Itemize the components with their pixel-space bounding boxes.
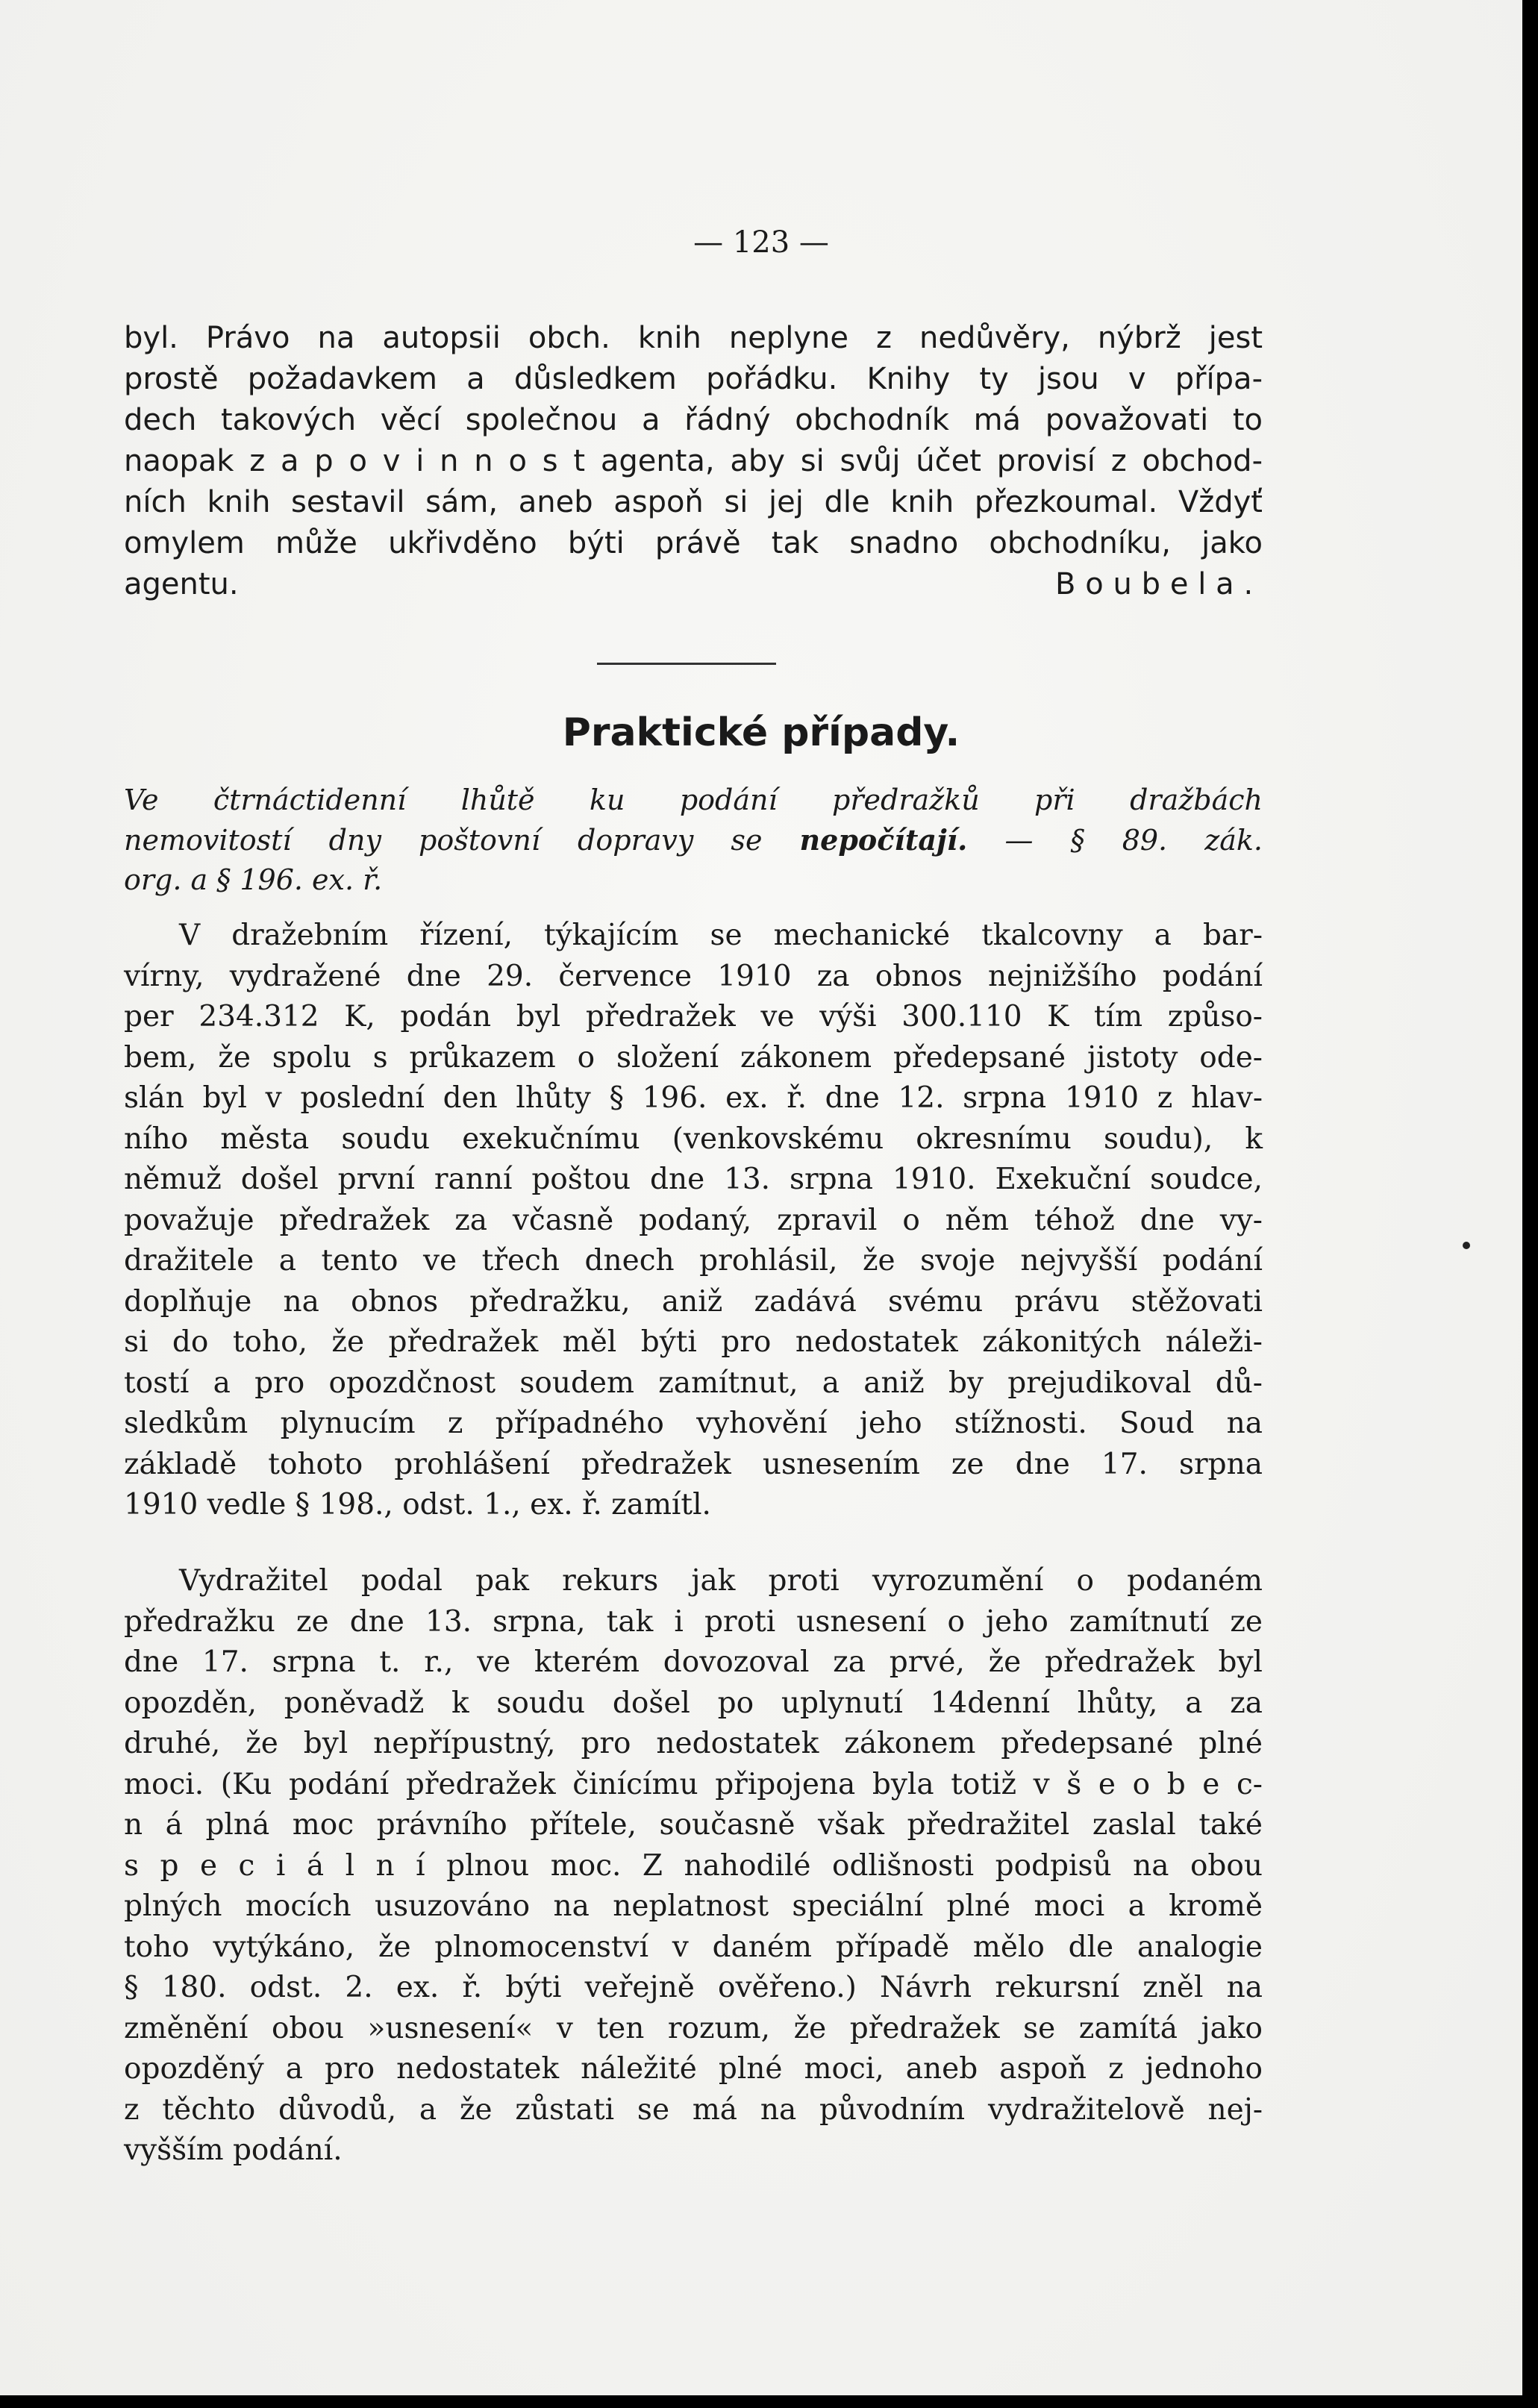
text-line: n á plná moc právního přítele, současně však předražitel zaslal také: [124, 1808, 1263, 1842]
paragraph-2: [124, 1561, 1263, 2171]
text-line: plných mocích usuzováno na neplatnost speciální plné moci a kromě: [124, 1889, 1263, 1923]
text-line: doplňuje na obnos předražku, aniž zadává svému právu stěžovati: [124, 1284, 1263, 1319]
section-title: Praktické případy.: [562, 710, 960, 755]
text-line: 1910 vedle § 198., odst. 1., ex. ř. zamítl.: [124, 1488, 711, 1522]
text-line: bem, že spolu s průkazem o složení zákonem předepsané jistoty ode-: [124, 1040, 1263, 1075]
text-line-end: agentu.: [124, 567, 239, 601]
text-line: Vydražitel podal pak rekurs jak proti vyrozumění o podaném: [179, 1564, 1263, 1598]
text-line: § 180. odst. 2. ex. ř. býti veřejně ověřeno.) Návrh rekursní zněl na: [124, 1971, 1263, 2004]
text-line: z těchto důvodů, a že zůstati se má na původním vydražitelově nej-: [124, 2092, 1263, 2127]
text-line: tostí a pro opozdčnost soudem zamítnut, a aniž by prejudikoval dů-: [124, 1366, 1263, 1400]
text-line: si do toho, že předražek měl býti pro nedostatek zákonitých náleži-: [124, 1325, 1263, 1359]
page-number: — 123 —: [693, 225, 829, 260]
summary-text: — § 89. zák.: [967, 824, 1263, 857]
text-line: toho vytýkáno, že plnomocenství v daném případě mělo dle analogie: [124, 1930, 1263, 1964]
text-line: změnění obou »usnesení« v ten rozum, že předražek se zamítá jako: [124, 2011, 1263, 2045]
section-divider: [597, 663, 776, 665]
text-line: ních knih sestavil sám, aneb aspoň si jej dle knih přezkoumal. Vždyť: [124, 485, 1263, 519]
text-line: vyšším podání.: [124, 2133, 343, 2167]
text-line: považuje předražek za včasně podaný, zpravil o něm téhož dne vy-: [124, 1203, 1263, 1237]
text-line: předražku ze dne 13. srpna, tak i proti usnesení o jeho zamítnutí ze: [124, 1604, 1263, 1639]
text-line: slán byl v poslední den lhůty § 196. ex. ř. dne 12. srpna 1910 z hlav-: [124, 1081, 1263, 1115]
text-line: dech takových věcí společnou a řádný obchodník má považovati to: [124, 403, 1263, 437]
summary-text: nemovitostí dny poštovní dopravy se: [124, 824, 800, 857]
text-line: sledkům plynucím z případného vyhovění jeho stížnosti. Soud na: [124, 1407, 1263, 1440]
case-summary: [124, 781, 1263, 900]
intro-paragraph: [124, 318, 1263, 605]
summary-line: Ve čtrnáctidenní lhůtě ku podání předražků při dražbách: [124, 784, 1263, 816]
summary-line: [124, 820, 1263, 860]
text-line: opozděn, poněvadž k soudu došel po uplynutí 14denní lhůty, a za: [124, 1686, 1263, 1720]
text-line: byl. Právo na autopsii obch. knih neplyne z nedůvěry, nýbrž jest: [124, 321, 1263, 355]
text-line: dražitele a tento ve třech dnech prohlásil, že svoje nejvyšší podání: [124, 1244, 1263, 1278]
text-line: prostě požadavkem a důsledkem pořádku. Knihy ty jsou v přípa-: [124, 362, 1263, 396]
text-line: naopak z a p o v i n n o s t agenta, aby si svůj účet provisí z obchod-: [124, 444, 1263, 478]
text-line: dne 17. srpna t. r., ve kterém dovozoval za prvé, že předražek byl: [124, 1645, 1263, 1679]
summary-line: org. a § 196. ex. ř.: [124, 863, 383, 896]
text-line: per 234.312 K, podán byl předražek ve výši 300.110 K tím způso-: [124, 1000, 1263, 1033]
author-signature: Boubela.: [1054, 567, 1263, 601]
paragraph-1: [124, 916, 1263, 1526]
text-line: omylem může ukřivděno býti právě tak snadno obchodníku, jako: [124, 526, 1263, 560]
text-line: moci. (Ku podání předražek činícímu připojena byla totiž v š e o b e c-: [124, 1767, 1263, 1801]
margin-dot-mark: [1463, 1242, 1470, 1249]
summary-emphasis: nepočítají.: [799, 823, 968, 857]
signature-line: [124, 564, 1263, 605]
text-line: ního města soudu exekučnímu (venkovskému okresnímu soudu), k: [124, 1122, 1263, 1156]
text-line: němuž došel první ranní poštou dne 13. srpna 1910. Exekuční soudce,: [124, 1163, 1263, 1196]
text-line: s p e c i á l n í plnou moc. Z nahodilé odlišnosti podpisů na obou: [124, 1848, 1263, 1883]
text-line: druhé, že byl nepřípustný, pro nedostatek zákonem předepsané plné: [124, 1727, 1263, 1760]
text-line: základě tohoto prohlášení předražek usnesením ze dne 17. srpna: [124, 1447, 1263, 1481]
text-line: opozděný a pro nedostatek náležité plné moci, aneb aspoň z jednoho: [124, 2052, 1263, 2086]
text-line: vírny, vydražené dne 29. července 1910 za obnos nejnižšího podání: [124, 959, 1263, 993]
text-line: V dražebním řízení, týkajícím se mechanické tkalcovny a bar-: [179, 919, 1263, 952]
